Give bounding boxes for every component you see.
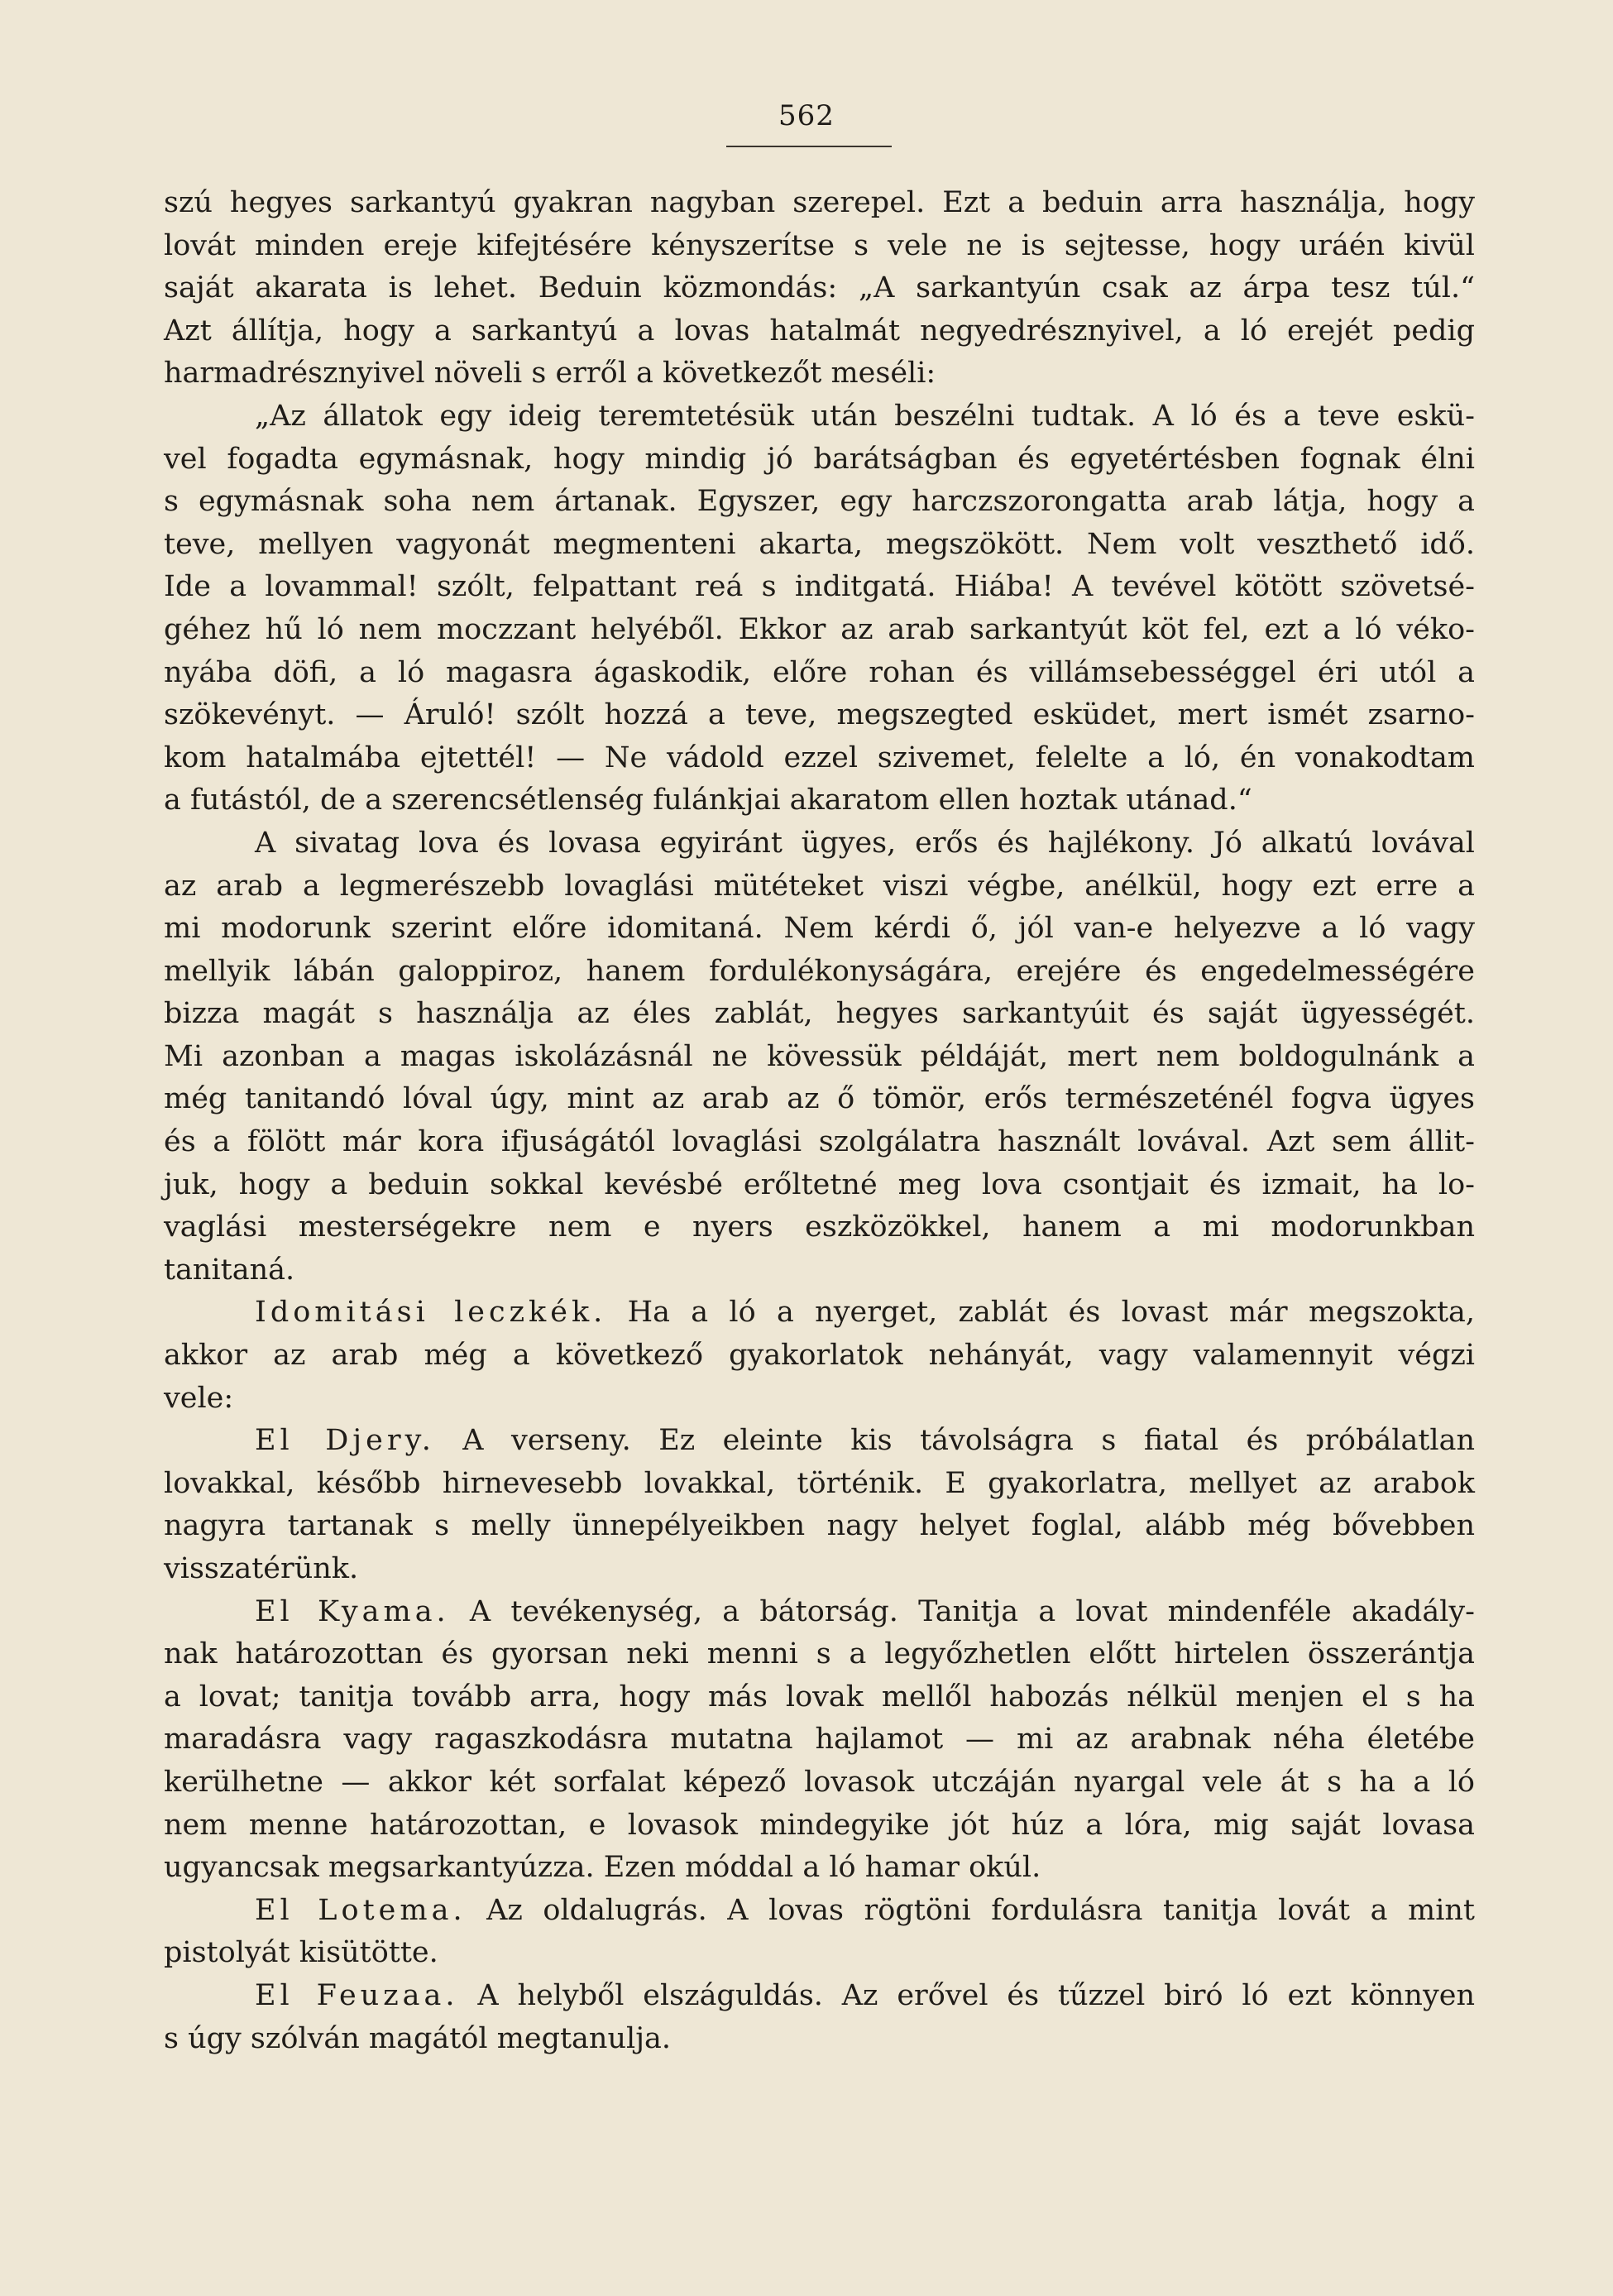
text-line: mellyik lábán galoppiroz, hanem fordulékonyságára, erejére és engedelmességére	[164, 954, 1475, 988]
text-line: nem menne határozottan, e lovasok mindegyike jót húz a lóra, mig saját lovasa	[164, 1808, 1475, 1842]
text-line	[164, 1591, 1475, 1634]
paragraph	[164, 182, 1475, 395]
text-line: visszatérünk.	[164, 1552, 359, 1585]
section-term: Idomitási leczkék.	[255, 1296, 607, 1330]
text-line: juk, hogy a beduin sokkal kevésbé erőltetné meg lova csontjait és izmait, ha lo-	[164, 1167, 1475, 1201]
text-line: s egymásnak soha nem ártanak. Egyszer, egy harczszorongatta arab látja, hogy a	[164, 485, 1475, 519]
text-line: Ide a lovammal! szólt, felpattant reá s inditgatá. Hiába! A tevével kötött szövetsé-	[164, 570, 1475, 604]
text-run: A tevékenység, a bátorság. Tanitja a lovat mindenféle akadály-	[449, 1594, 1475, 1628]
text-line: Azt állítja, hogy a sarkantyú a lovas hatalmát negyedrésznyivel, a ló erejét pedig	[164, 314, 1475, 348]
text-line	[164, 1890, 1475, 1933]
text-line: a futástól, de a szerencsétlenség fulánkjai akaratom ellen hoztak utánad.“	[164, 784, 1252, 817]
text-run: A helyből elszáguldás. Az erővel és tűzzel biró ló ezt könnyen	[458, 1978, 1475, 2012]
text-line: géhez hű ló nem moczzant helyéből. Ekkor az arab sarkantyút köt fel, ezt a ló véko-	[164, 612, 1475, 646]
text-line: maradásra vagy ragaszkodásra mutatna hajlamot — mi az arabnak néha életébe	[164, 1723, 1475, 1757]
page-number: 562	[778, 99, 835, 132]
section-term: El Djery.	[255, 1424, 435, 1458]
paragraph	[164, 822, 1475, 1292]
text-run: Az oldalugrás. A lovas rögtöni fordulásra tanitja lovát a mint	[466, 1893, 1475, 1927]
text-line: harmadrésznyivel növeli s erről a következőt meséli:	[164, 357, 936, 391]
text-line: s úgy szólván magától megtanulja.	[164, 2021, 672, 2055]
paragraph	[164, 1975, 1475, 2060]
text-line: tanitaná.	[164, 1253, 295, 1287]
text-line: szökevényt. — Áruló! szólt hozzá a teve, megszegted esküdet, mert ismét zsarno-	[164, 698, 1475, 732]
text-line: kom hatalmába ejtettél! — Ne vádold ezzel szivemet, felelte a ló, én vonakodtam	[164, 741, 1475, 774]
text-line: Mi azonban a magas iskolázásnál ne kövessük példáját, mert nem boldogulnánk a	[164, 1039, 1475, 1073]
text-line: bizza magát s használja az éles zablát, hegyes sarkantyúit és saját ügyességét.	[164, 997, 1475, 1031]
section-term: El Feuzaa.	[255, 1978, 459, 2012]
text-line: ugyancsak megsarkantyúzza. Ezen móddal a ló hamar okúl.	[164, 1851, 1041, 1885]
text-line: teve, mellyen vagyonát megmenteni akarta, megszökött. Nem volt veszthető idő.	[164, 527, 1475, 561]
paragraph	[164, 1890, 1475, 1975]
text-line: nyába döfi, a ló magasra ágaskodik, előre rohan és villámsebességgel éri utól a	[164, 655, 1475, 689]
text-run: Ha a ló a nyerget, zablát és lovast már megszokta,	[606, 1296, 1475, 1330]
body-text	[164, 182, 1475, 2060]
text-line: vel fogadta egymásnak, hogy mindig jó barátságban és egyetértésben fognak élni	[164, 442, 1475, 476]
text-line: A sivatag lova és lovasa egyiránt ügyes, erős és hajlékony. Jó alkatú lovával	[255, 826, 1475, 860]
paragraph	[164, 395, 1475, 822]
text-line: és a fölött már kora ifjuságától lovaglási szolgálatra használt lovával. Azt sem állit-	[164, 1125, 1475, 1159]
text-line: vaglási mesterségekre nem e nyers eszközökkel, hanem a mi modorunkban	[164, 1210, 1475, 1244]
text-line	[164, 1975, 1475, 2018]
text-line: lovát minden ereje kifejtésére kényszerítse s vele ne is sejtesse, hogy uráén kivül	[164, 228, 1475, 262]
text-line: „Az állatok egy ideig teremtetésük után beszélni tudtak. A ló és a teve eskü-	[255, 399, 1475, 433]
text-line: még tanitandó lóval úgy, mint az arab az ő tömör, erős természeténél fogva ügyes	[164, 1082, 1475, 1116]
paragraph	[164, 1420, 1475, 1590]
paragraph	[164, 1292, 1475, 1420]
header-rule	[726, 146, 892, 147]
text-line	[164, 1420, 1475, 1463]
text-line: kerülhetne — akkor két sorfalat képező lovasok utczáján nyargal vele át s ha a ló	[164, 1765, 1475, 1799]
text-line: szú hegyes sarkantyú gyakran nagyban szerepel. Ezt a beduin arra használja, hogy	[164, 186, 1475, 219]
text-line: pistolyát kisütötte.	[164, 1936, 438, 1970]
paragraph	[164, 1591, 1475, 1890]
section-term: El Lotema.	[255, 1893, 467, 1927]
text-line: mi modorunk szerint előre idomitaná. Nem kérdi ő, jól van-e helyezve a ló vagy	[164, 912, 1475, 946]
text-line: vele:	[164, 1381, 234, 1415]
text-line	[164, 1292, 1475, 1335]
text-line: saját akarata is lehet. Beduin közmondás: „A sarkantyún csak az árpa tesz túl.“	[164, 271, 1475, 305]
text-line: az arab a legmerészebb lovaglási mütéteket viszi végbe, anélkül, hogy ezt erre a	[164, 869, 1475, 903]
text-line: akkor az arab még a következő gyakorlatok nehányát, vagy valamennyit végzi	[164, 1339, 1475, 1373]
section-term: El Kyama.	[255, 1594, 450, 1628]
text-line: a lovat; tanitja tovább arra, hogy más lovak mellől habozás nélkül menjen el s ha	[164, 1680, 1475, 1714]
text-line: lovakkal, később hirnevesebb lovakkal, történik. E gyakorlatra, mellyet az arabok	[164, 1466, 1475, 1500]
text-run: A verseny. Ez eleinte kis távolságra s fiatal és próbálatlan	[434, 1424, 1475, 1458]
text-line: nagyra tartanak s melly ünnepélyeikben nagy helyet foglal, alább még bővebben	[164, 1509, 1475, 1543]
text-line: nak határozottan és gyorsan neki menni s a legyőzhetlen előtt hirtelen összerántja	[164, 1637, 1475, 1671]
